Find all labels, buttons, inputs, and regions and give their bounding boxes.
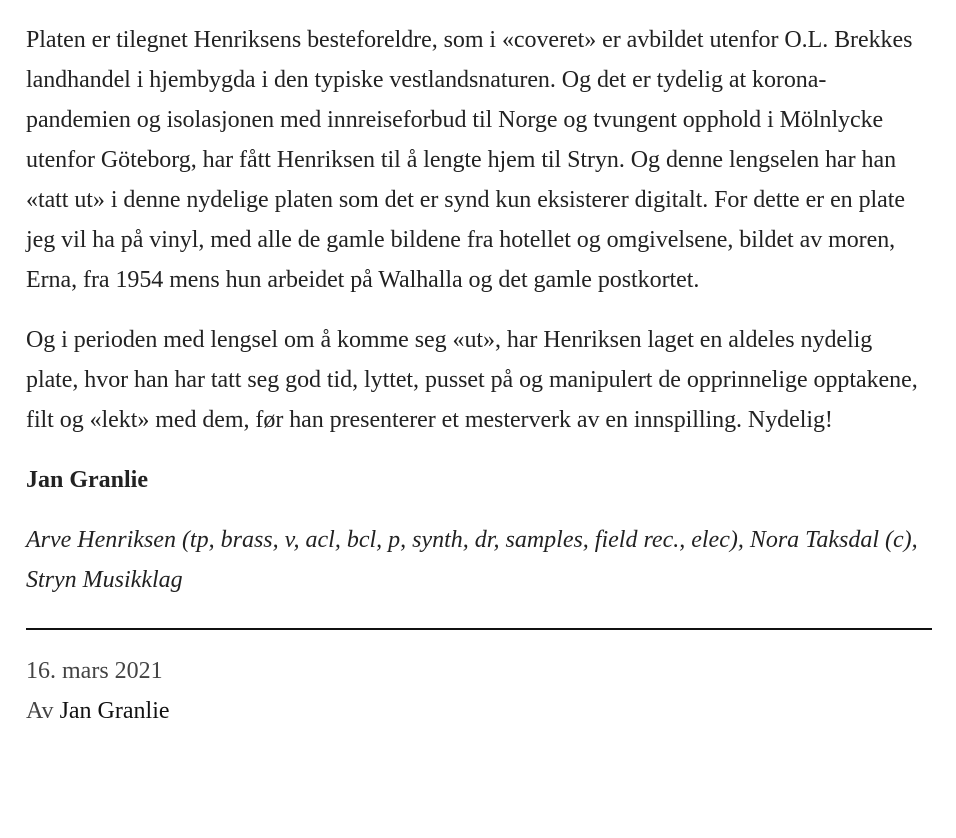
byline-prefix: Av bbox=[26, 698, 54, 724]
article-paragraph-1: Platen er tilegnet Henriksens besteforeldre, som i «coveret» er avbildet utenfor O.L. Brekkes landhandel i hjembygda i den typiske vestlandsnaturen. Og det er tydelig at korona-pandemien og isolasjonen med innreiseforbud til Norge og tvungent opphold i Mölnlycke utenfor Göteborg, har fått Henriksen til å lengte hjem til Stryn. Og denne lengselen har han «tatt ut» i denne nydelige platen som det er synd kun eksisterer digitalt. For dette er en plate jeg vil ha på vinyl, med alle de gamle bildene fra hotellet og omgivelsene, bildet av moren, Erna, fra 1954 mens hun arbeidet på Walhalla og det gamle postkortet. bbox=[26, 27, 913, 293]
post-date: 16. mars 2021 bbox=[26, 658, 163, 684]
author-link[interactable]: Jan Granlie bbox=[59, 698, 170, 724]
article-paragraph-2: Og i perioden med lengsel om å komme seg «ut», har Henriksen laget en aldeles nydelig plate, hvor han har tatt seg god tid, lyttet, pusset på og manipulert de opprinnelige opptakene, filt og «lekt» med dem, før han presenterer et mesterverk av en innspilling. Nydelig! bbox=[26, 327, 918, 433]
section-divider bbox=[26, 628, 932, 630]
post-meta bbox=[26, 651, 930, 731]
album-credits: Arve Henriksen (tp, brass, v, acl, bcl, p, synth, dr, samples, field rec., elec), Nora Taksdal (c), Stryn Musikklag bbox=[26, 527, 918, 593]
post-byline bbox=[26, 691, 930, 731]
reviewer-name: Jan Granlie bbox=[26, 467, 149, 493]
